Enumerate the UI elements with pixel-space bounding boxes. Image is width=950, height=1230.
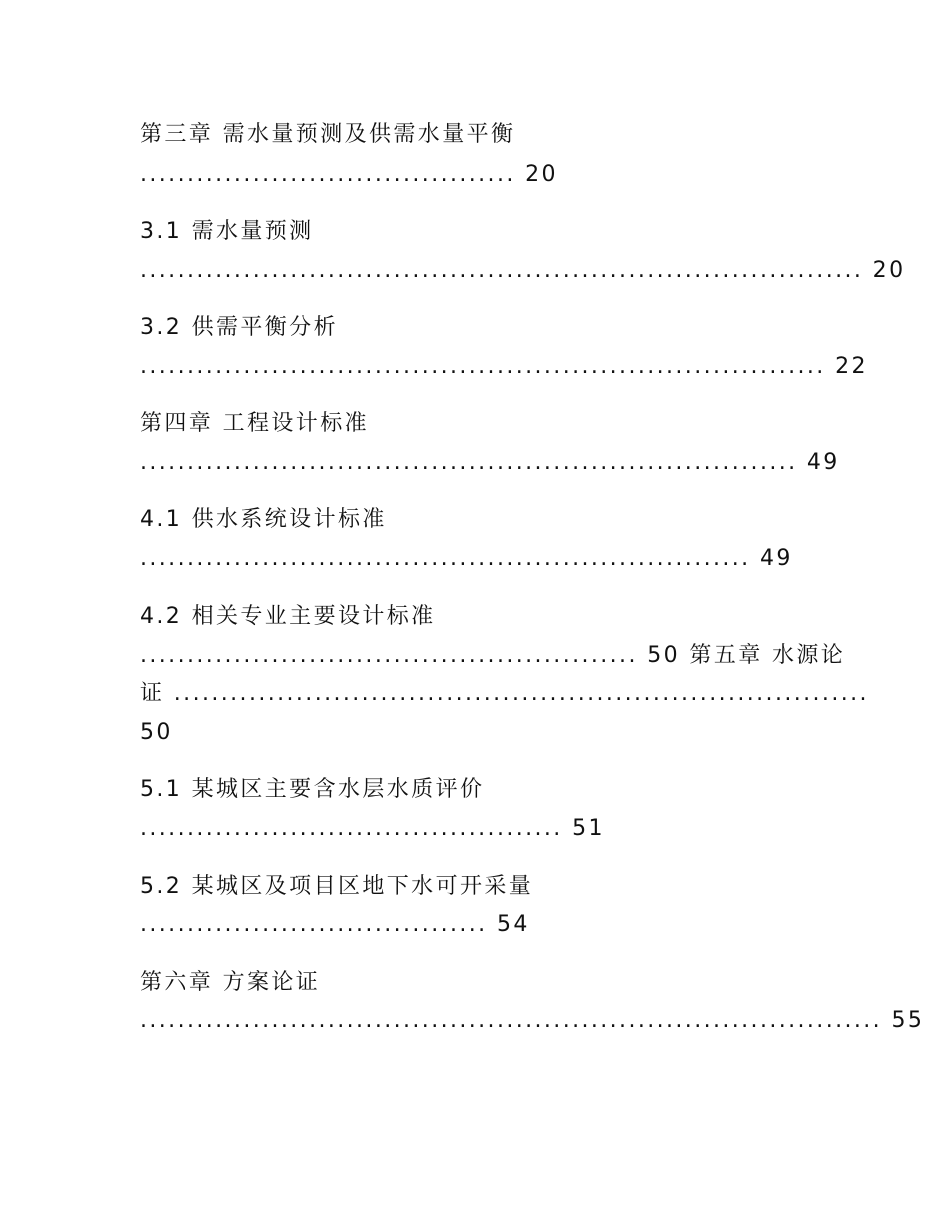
toc-entry-title: 5.2 某城区及项目区地下水可开采量 (140, 874, 534, 899)
toc-entry-leader: ..................................................... 50 第五章 水源论 (140, 643, 846, 668)
toc-entry-leader: 50 (140, 720, 173, 745)
toc-entry-title: 4.1 供水系统设计标准 (140, 507, 387, 532)
toc-entry-title: 第四章 工程设计标准 (140, 411, 369, 436)
toc-entry-leader: ............................................................................. 20 (140, 258, 906, 283)
toc-entry-title: 5.1 某城区主要含水层水质评价 (140, 777, 485, 802)
toc-entry-title: 第三章 需水量预测及供需水量平衡 (140, 122, 516, 147)
toc-entry-leader: ........................................ 20 (140, 162, 558, 187)
toc-entry-title: 3.1 需水量预测 (140, 219, 314, 244)
toc-entry-leader: ................................................................. 49 (140, 546, 793, 571)
toc-entry-title: 3.2 供需平衡分析 (140, 315, 338, 340)
toc-entry-leader: ............................................. 51 (140, 816, 605, 841)
toc-entry-leader: ......................................................................... 22 (140, 354, 868, 379)
toc-entry-title: 第六章 方案论证 (140, 970, 321, 995)
toc-entry-leader: ...................................................................... 49 (140, 450, 840, 475)
toc-entry-leader: ............................................................................... 55 (140, 1008, 925, 1033)
toc-entry-title: 4.2 相关专业主要设计标准 (140, 604, 436, 629)
toc-entry-leader: ..................................... 54 (140, 912, 530, 937)
toc-entry-title: 证 .......................................................................... (140, 681, 869, 706)
